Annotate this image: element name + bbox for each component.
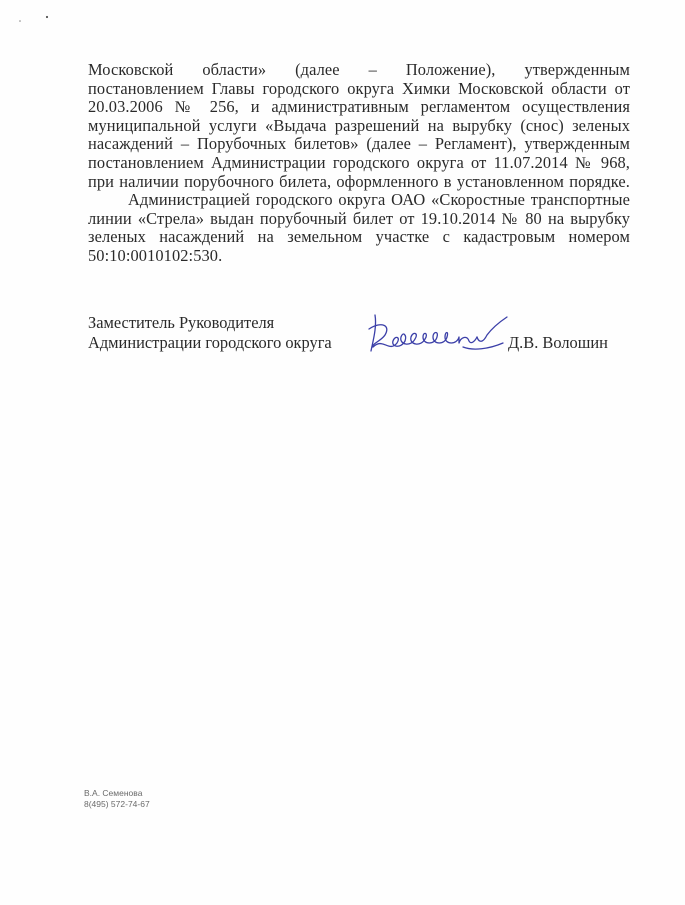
text-line: постановлением Администрации городского округа от 11.07.2014 № 968, xyxy=(88,152,630,172)
scan-specks xyxy=(0,0,685,40)
signature-block xyxy=(88,313,628,373)
document-body xyxy=(88,61,630,266)
text-line: постановлением Главы городского округа Химки Московской области от xyxy=(88,78,630,98)
text-line: зеленых насаждений на земельном участке с кадастровым номером xyxy=(88,227,630,247)
executor-name: В.А. Семенова xyxy=(84,788,143,798)
signatory-title-line-1: Заместитель Руководителя xyxy=(88,313,275,332)
text-line: Московской области» (далее – Положение), утвержденным xyxy=(88,60,630,79)
paragraph-regulation xyxy=(88,61,630,191)
executor-phone: 8(495) 572-74-67 xyxy=(84,799,150,809)
text-line: 20.03.2006 № 256, и административным регламентом осуществления xyxy=(88,97,630,117)
paragraph-felling-ticket xyxy=(88,191,630,265)
text-line: муниципальной услуги «Выдача разрешений на вырубку (снос) зеленых xyxy=(88,115,630,135)
signatory-name: Д.В. Волошин xyxy=(508,333,608,352)
signatory-title-line-2: Администрации городского округа xyxy=(88,333,332,352)
text-line: 50:10:0010102:530. xyxy=(88,245,223,265)
text-line: насаждений – Порубочных билетов» (далее – Регламент), утвержденным xyxy=(88,134,630,154)
text-line: линии «Стрела» выдан порубочный билет от 19.10.2014 № 80 на вырубку xyxy=(88,208,630,228)
text-line: Администрацией городского округа ОАО «Скоростные транспортные xyxy=(128,190,630,210)
executor-footer xyxy=(84,788,150,810)
handwritten-signature xyxy=(363,307,513,359)
text-line: при наличии порубочного билета, оформленного в установленном порядке. xyxy=(88,171,630,191)
